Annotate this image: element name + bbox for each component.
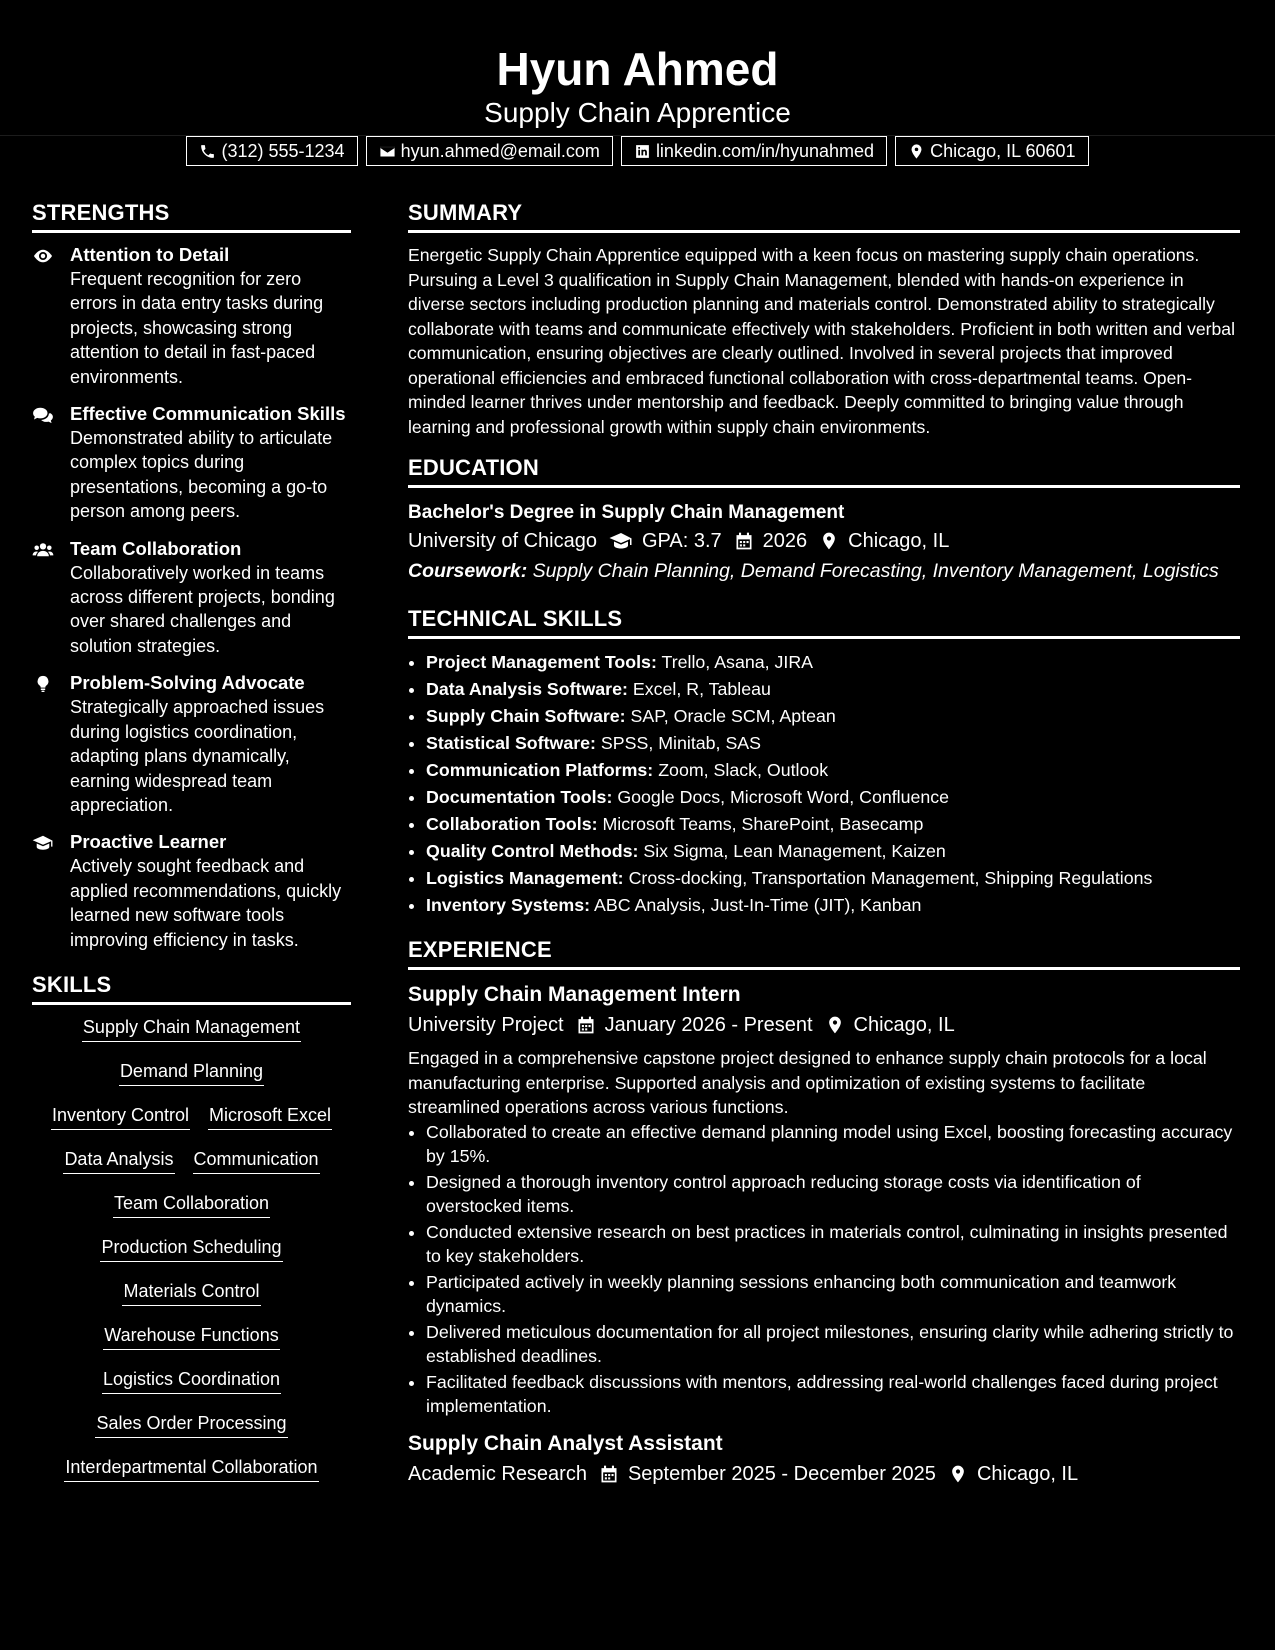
map-pin-icon [908, 143, 925, 160]
strength-title: Proactive Learner [70, 831, 227, 853]
skill-tag: Supply Chain Management [82, 1015, 301, 1042]
experience-title: EXPERIENCE [408, 935, 1240, 970]
skill-tag: Microsoft Excel [208, 1103, 332, 1130]
job-description: Engaged in a comprehensive capstone project designed to enhance supply chain protocols for a local manufacturing enterprise. Supported analysis and optimization of existing systems to facilitate streamlined operations across various functions. [408, 1048, 1207, 1117]
job-title: Supply Chain Analyst Assistant [408, 1431, 723, 1455]
job-org: University Project [408, 1014, 564, 1036]
list-item [426, 784, 1240, 811]
skill-tag: Team Collaboration [113, 1191, 270, 1218]
job-meta [408, 1010, 1240, 1040]
technical-skills-title: TECHNICAL SKILLS [408, 604, 1240, 639]
tech-skill-label: Statistical Software: [426, 733, 596, 753]
calendar-icon [734, 531, 754, 551]
skill-tag: Demand Planning [119, 1059, 264, 1086]
eye-icon [32, 247, 54, 265]
summary-title: SUMMARY [408, 198, 1240, 233]
education-title: EDUCATION [408, 453, 1240, 488]
strength-title: Attention to Detail [70, 244, 230, 265]
strength-item [32, 830, 351, 952]
job-location: Chicago, IL [976, 1462, 1079, 1485]
tech-skill-label: Collaboration Tools: [426, 814, 598, 834]
tech-skill-value: Zoom, Slack, Outlook [658, 760, 829, 780]
tech-skill-value: Cross-docking, Transportation Management, Shipping Regulations [628, 868, 1153, 888]
tech-skill-label: Quality Control Methods: [426, 841, 639, 861]
list-item: • Collaborated to create an effective demand planning model using Excel, boosting forecasting accuracy by 15%. [426, 1120, 1240, 1169]
list-item [426, 676, 1240, 703]
strength-title: Effective Communication Skills [70, 403, 346, 425]
list-item [426, 811, 1240, 838]
list-item: • Facilitated feedback discussions with mentors, addressing real-world challenges faced during project implementation. [426, 1370, 1240, 1419]
summary-text: Energetic Supply Chain Apprentice equipped with a keen focus on mastering supply chain operations. Pursuing a Level 3 qualification in Supply Chain Management, blended with hands-on experience in diverse sectors including production planning and materials control. Demonstrated ability to strategically collaborate with teams and communicate effectively with stakeholders. Proficient in both written and verbal communication, ensuring objectives are clearly outlined. Involved in several projects that improved operational efficiencies and embraced functional collaboration with cross-departmental teams. Open-minded learner thrives under mentorship and feedback. Deeply committed to bringing value through learning and professional growth within supply chain environments. [408, 245, 1236, 437]
contact-linkedin[interactable] [621, 136, 887, 166]
calendar-icon [599, 1464, 619, 1484]
job-org: Academic Research [408, 1462, 587, 1485]
tech-skill-value: Excel, R, Tableau [632, 679, 771, 699]
graduation-year: 2026 [762, 530, 808, 552]
strength-desc: Actively sought feedback and applied recommendations, quickly learned new software tools improving efficiency in tasks. [70, 856, 342, 950]
tech-skill-label: Supply Chain Software: [426, 706, 626, 726]
school-name: University of Chicago [408, 530, 597, 552]
skill-tag: Communication [193, 1147, 320, 1174]
job-dates: September 2025 - December 2025 [627, 1462, 936, 1485]
tech-skill-label: Project Management Tools: [426, 652, 657, 672]
tech-skill-label: Communication Platforms: [426, 760, 654, 780]
skills-title: SKILLS [32, 970, 351, 1005]
strength-title: Problem-Solving Advocate [70, 672, 305, 694]
tech-skill-value: Microsoft Teams, SharePoint, Basecamp [602, 814, 924, 834]
list-item: • Conducted extensive research on best practices in materials control, culminating in insights presented to key stakeholders. [426, 1220, 1240, 1269]
list-item: • Delivered meticulous documentation for all project milestones, ensuring clarity while adhering strictly to established deadlines. [426, 1320, 1240, 1369]
tech-skill-value: SPSS, Minitab, SAS [600, 733, 762, 753]
contact-phone[interactable] [186, 136, 357, 166]
skill-tag: Interdepartmental Collaboration [64, 1455, 318, 1482]
skill-tag: Sales Order Processing [95, 1411, 287, 1438]
resume-header [0, 0, 1275, 161]
contact-location[interactable] [895, 136, 1088, 166]
map-pin-icon [948, 1464, 968, 1484]
strength-desc: Frequent recognition for zero errors in data entry tasks during projects, showcasing strong attention to detail in fast-paced environments. [70, 269, 324, 387]
candidate-role: Supply Chain Apprentice [484, 97, 791, 128]
contact-email[interactable] [366, 136, 613, 166]
job-entry [408, 980, 1240, 1419]
job-meta [408, 1459, 1240, 1489]
linkedin-icon [634, 143, 651, 160]
education-meta [408, 526, 1240, 556]
tech-skill-value: SAP, Oracle SCM, Aptean [630, 706, 836, 726]
phone-text: (312) 555-1234 [221, 141, 345, 161]
strengths-title: STRENGTHS [32, 198, 351, 233]
users-icon [32, 541, 54, 559]
skill-tag: Materials Control [122, 1279, 260, 1306]
degree-title: Bachelor's Degree in Supply Chain Management [408, 502, 845, 523]
skill-tag: Production Scheduling [100, 1235, 282, 1262]
tech-skill-label: Documentation Tools: [426, 787, 613, 807]
lightbulb-icon [32, 675, 54, 693]
list-item: • Participated actively in weekly planning sessions enhancing both communication and teamwork dynamics. [426, 1270, 1240, 1319]
strength-item [32, 402, 351, 524]
list-item [426, 757, 1240, 784]
tech-skill-label: Logistics Management: [426, 868, 624, 888]
graduation-cap-icon [32, 834, 54, 852]
tech-skill-value: ABC Analysis, Just-In-Time (JIT), Kanban [594, 895, 922, 915]
candidate-name: Hyun Ahmed [496, 43, 779, 95]
skills-list [32, 1015, 351, 1482]
job-entry [408, 1429, 1240, 1489]
list-item [426, 865, 1240, 892]
list-item: • Designed a thorough inventory control approach reducing storage costs via identification of overstocked items. [426, 1170, 1240, 1219]
strength-desc: Demonstrated ability to articulate complex topics during presentations, becoming a go-to person among peers. [70, 428, 333, 522]
left-column [32, 198, 351, 1499]
coursework-label: Coursework: [408, 560, 528, 582]
map-pin-icon [825, 1015, 845, 1035]
comments-icon [32, 406, 54, 424]
job-title: Supply Chain Management Intern [408, 983, 741, 1006]
email-text: hyun.ahmed@email.com [400, 141, 600, 161]
calendar-icon [576, 1015, 596, 1035]
strength-item [32, 671, 351, 817]
contact-bar [0, 136, 1275, 166]
skill-tag: Logistics Coordination [102, 1367, 281, 1394]
strength-item [32, 537, 351, 659]
list-item [426, 703, 1240, 730]
strength-title: Team Collaboration [70, 537, 242, 559]
tech-skill-value: Google Docs, Microsoft Word, Confluence [617, 787, 950, 807]
school-location: Chicago, IL [848, 530, 950, 552]
linkedin-text: linkedin.com/in/hyunahmed [655, 141, 875, 161]
skill-tag: Data Analysis [63, 1147, 174, 1174]
coursework-list: Supply Chain Planning, Demand Forecasting, Inventory Management, Logistics [532, 560, 1219, 582]
envelope-icon [379, 143, 396, 160]
list-item [426, 649, 1240, 676]
map-pin-icon [819, 531, 839, 551]
list-item [426, 838, 1240, 865]
list-item [426, 730, 1240, 757]
job-location: Chicago, IL [853, 1014, 955, 1036]
coursework [408, 556, 1240, 586]
graduation-cap-icon [609, 531, 633, 551]
skill-tag: Warehouse Functions [103, 1323, 279, 1350]
job-dates: January 2026 - Present [604, 1014, 813, 1036]
right-column [408, 198, 1240, 1489]
tech-skill-label: Data Analysis Software: [426, 679, 628, 699]
list-item [426, 892, 1240, 919]
job-bullets [408, 1120, 1240, 1419]
strength-desc: Collaboratively worked in teams across different projects, bonding over shared challenges and solution strategies. [70, 562, 335, 656]
skill-tag: Inventory Control [51, 1103, 190, 1130]
tech-skill-value: Trello, Asana, JIRA [661, 652, 814, 672]
gpa: GPA: 3.7 [641, 530, 722, 552]
phone-icon [199, 143, 216, 160]
strength-desc: Strategically approached issues during logistics coordination, adapting plans dynamically, earning widespread team appreciation. [70, 697, 325, 815]
tech-skill-label: Inventory Systems: [426, 895, 591, 915]
tech-skill-value: Six Sigma, Lean Management, Kaizen [643, 841, 946, 861]
strength-item [32, 243, 351, 389]
technical-skills-list [408, 649, 1240, 919]
location-text: Chicago, IL 60601 [930, 141, 1076, 161]
